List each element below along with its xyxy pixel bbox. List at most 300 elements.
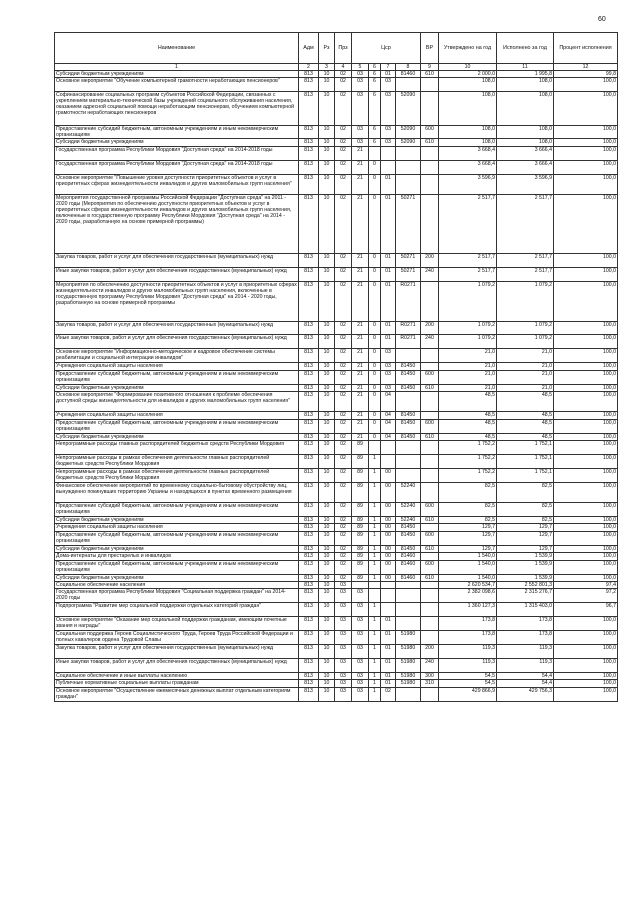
row-csr-event: 00	[381, 553, 396, 560]
row-percent: 100,0	[554, 384, 618, 391]
row-vr: 600	[421, 531, 439, 545]
row-csr-subprogram: 1	[369, 574, 381, 581]
row-csr-event: 01	[381, 195, 396, 254]
row-prz: 02	[335, 433, 352, 440]
row-csr-event: 03	[381, 349, 396, 363]
row-approved: 82,5	[439, 503, 497, 517]
row-prz: 02	[335, 384, 352, 391]
row-adm: 813	[299, 672, 319, 679]
row-prz: 02	[335, 391, 352, 411]
row-vr	[421, 581, 439, 588]
row-approved: 48,5	[439, 419, 497, 433]
row-csr-direction	[396, 78, 421, 92]
row-csr-event: 00	[381, 468, 396, 482]
row-approved: 2 517,7	[439, 195, 497, 254]
row-csr-event: 01	[381, 281, 396, 321]
row-rz: 10	[319, 174, 335, 194]
row-rz: 10	[319, 267, 335, 281]
row-percent: 100,0	[554, 125, 618, 139]
row-adm: 813	[299, 631, 319, 645]
row-csr-direction: 81450	[396, 412, 421, 419]
row-csr-subprogram: 0	[369, 419, 381, 433]
row-csr-event: 03	[381, 384, 396, 391]
row-vr	[421, 174, 439, 194]
row-csr-direction: 81450	[396, 524, 421, 531]
table-row	[55, 680, 618, 687]
row-adm: 813	[299, 139, 319, 146]
row-vr: 200	[421, 254, 439, 268]
row-approved: 82,5	[439, 482, 497, 502]
row-csr-event: 01	[381, 617, 396, 631]
row-executed: 3 596,9	[497, 174, 554, 194]
row-executed: 1 079,2	[497, 281, 554, 321]
row-approved: 54,5	[439, 680, 497, 687]
table-row	[55, 672, 618, 679]
row-rz: 10	[319, 603, 335, 617]
row-csr-direction: 81450	[396, 433, 421, 440]
row-prz: 02	[335, 503, 352, 517]
row-executed: 54,4	[497, 672, 554, 679]
row-csr-direction	[396, 617, 421, 631]
row-percent: 100,0	[554, 531, 618, 545]
row-vr	[421, 482, 439, 502]
row-vr	[421, 524, 439, 531]
row-name: Субсидии бюджетным учреждениям	[55, 384, 299, 391]
row-adm: 813	[299, 553, 319, 560]
header-name: Наименование	[55, 33, 299, 64]
row-csr-direction: 50271	[396, 195, 421, 254]
row-prz: 02	[335, 370, 352, 384]
row-csr-event: 00	[381, 531, 396, 545]
row-prz: 03	[335, 680, 352, 687]
row-csr-program: 21	[352, 267, 369, 281]
header-csr: Цср	[352, 33, 421, 64]
row-rz: 10	[319, 503, 335, 517]
row-approved: 1 079,2	[439, 321, 497, 335]
row-name: Социальная поддержка Героев Социалистического Труда, Героев Труда Российской Федерации и полных кавалеров ордена Трудовой Славы	[55, 631, 299, 645]
table-row	[55, 281, 618, 321]
row-vr: 610	[421, 71, 439, 78]
row-csr-direction: 51980	[396, 631, 421, 645]
row-rz: 10	[319, 517, 335, 524]
table-row	[55, 174, 618, 194]
row-prz: 02	[335, 419, 352, 433]
row-approved: 108,0	[439, 125, 497, 139]
row-rz: 10	[319, 560, 335, 574]
row-approved: 119,3	[439, 658, 497, 672]
row-csr-event: 01	[381, 335, 396, 349]
row-executed: 21,0	[497, 384, 554, 391]
row-rz: 10	[319, 433, 335, 440]
col-number: 1	[55, 64, 299, 71]
row-adm: 813	[299, 281, 319, 321]
row-name: Непрограммные расходы в рамках обеспечения деятельности главных распорядителей бюджетных средств Республики Мордовия	[55, 468, 299, 482]
row-csr-program: 89	[352, 553, 369, 560]
row-csr-subprogram: 0	[369, 433, 381, 440]
row-rz: 10	[319, 658, 335, 672]
table-row	[55, 517, 618, 524]
row-name: Иные закупки товаров, работ и услуг для обеспечения государственных (муниципальных) нужд	[55, 658, 299, 672]
row-csr-program: 89	[352, 441, 369, 455]
table-row	[55, 139, 618, 146]
row-csr-program: 21	[352, 412, 369, 419]
row-csr-program: 03	[352, 139, 369, 146]
row-executed: 3 666,4	[497, 160, 554, 174]
row-csr-subprogram: 0	[369, 195, 381, 254]
row-csr-direction: R0271	[396, 335, 421, 349]
row-csr-subprogram: 6	[369, 125, 381, 139]
row-prz: 02	[335, 174, 352, 194]
row-csr-direction: 52240	[396, 517, 421, 524]
row-percent: 100,0	[554, 631, 618, 645]
row-adm: 813	[299, 370, 319, 384]
row-csr-program: 21	[352, 419, 369, 433]
row-csr-direction	[396, 146, 421, 160]
table-row	[55, 71, 618, 78]
row-percent: 100,0	[554, 254, 618, 268]
row-csr-direction: 51980	[396, 644, 421, 658]
col-number: 10	[439, 64, 497, 71]
row-csr-event: 00	[381, 574, 396, 581]
row-name: Субсидии бюджетным учреждениям	[55, 574, 299, 581]
table-row	[55, 195, 618, 254]
row-vr: 600	[421, 503, 439, 517]
row-adm: 813	[299, 433, 319, 440]
row-adm: 813	[299, 441, 319, 455]
row-csr-event: 00	[381, 517, 396, 524]
row-executed: 108,0	[497, 78, 554, 92]
row-percent: 100,0	[554, 92, 618, 125]
row-name: Основное мероприятие "Повышение уровня доступности приоритетных объектов и услуг в приоритетных сферах жизнедеятельности инвалидов и других маломобильных групп населения"	[55, 174, 299, 194]
row-csr-subprogram: 1	[369, 482, 381, 502]
row-vr	[421, 391, 439, 411]
row-name: Предоставление субсидий бюджетным, автономным учреждениям и иным некоммерческим организациям	[55, 560, 299, 574]
row-csr-program: 21	[352, 321, 369, 335]
row-executed: 1 079,2	[497, 335, 554, 349]
table-row	[55, 574, 618, 581]
row-vr	[421, 468, 439, 482]
row-percent: 100,0	[554, 482, 618, 502]
table-row	[55, 468, 618, 482]
row-executed: 1 539,9	[497, 560, 554, 574]
row-rz: 10	[319, 71, 335, 78]
row-vr	[421, 412, 439, 419]
table-row	[55, 687, 618, 701]
row-csr-event: 04	[381, 412, 396, 419]
row-csr-program: 89	[352, 531, 369, 545]
table-row	[55, 531, 618, 545]
row-adm: 813	[299, 574, 319, 581]
col-number: 6	[369, 64, 381, 71]
row-rz: 10	[319, 335, 335, 349]
row-adm: 813	[299, 349, 319, 363]
row-percent: 97,4	[554, 581, 618, 588]
row-percent: 100,0	[554, 363, 618, 370]
row-executed: 119,3	[497, 658, 554, 672]
row-percent: 99,8	[554, 71, 618, 78]
row-csr-program: 03	[352, 71, 369, 78]
row-adm: 813	[299, 503, 319, 517]
row-percent: 100,0	[554, 441, 618, 455]
row-percent: 100,0	[554, 391, 618, 411]
row-executed: 1 752,1	[497, 468, 554, 482]
table-row	[55, 146, 618, 160]
row-percent: 100,0	[554, 349, 618, 363]
row-adm: 813	[299, 524, 319, 531]
row-adm: 813	[299, 658, 319, 672]
row-approved: 108,0	[439, 92, 497, 125]
row-adm: 813	[299, 174, 319, 194]
col-number: 2	[299, 64, 319, 71]
header-prz: Прз	[335, 33, 352, 64]
header-rz: Рз	[319, 33, 335, 64]
row-csr-program: 21	[352, 254, 369, 268]
col-number: 11	[497, 64, 554, 71]
row-vr	[421, 553, 439, 560]
row-csr-program: 03	[352, 589, 369, 603]
row-percent: 100,0	[554, 672, 618, 679]
row-executed: 48,5	[497, 433, 554, 440]
row-name: Непрограммные расходы главных распорядителей бюджетных средств Республики Мордовия	[55, 441, 299, 455]
row-adm: 813	[299, 321, 319, 335]
row-csr-subprogram: 1	[369, 560, 381, 574]
row-name: Социальное обеспечение населения	[55, 581, 299, 588]
table-row	[55, 321, 618, 335]
row-adm: 813	[299, 267, 319, 281]
row-prz: 02	[335, 254, 352, 268]
row-csr-direction	[396, 454, 421, 468]
header-row	[55, 33, 618, 64]
row-csr-subprogram: 1	[369, 680, 381, 687]
row-csr-direction: 52090	[396, 139, 421, 146]
row-csr-program: 21	[352, 391, 369, 411]
row-name: Подпрограмма "Развитие мер социальной поддержки отдельных категорий граждан"	[55, 603, 299, 617]
row-vr: 300	[421, 672, 439, 679]
budget-report-table	[54, 32, 618, 702]
row-percent: 100,0	[554, 433, 618, 440]
row-csr-subprogram: 0	[369, 370, 381, 384]
row-name: Основное мероприятие "Информационно-методическое и кадровое обеспечение системы реабилитации и социальной интеграции инвалидов"	[55, 349, 299, 363]
row-executed: 2 517,7	[497, 195, 554, 254]
row-vr: 310	[421, 680, 439, 687]
row-csr-program: 89	[352, 454, 369, 468]
row-rz: 10	[319, 644, 335, 658]
row-approved: 54,5	[439, 672, 497, 679]
row-prz: 02	[335, 321, 352, 335]
row-rz: 10	[319, 321, 335, 335]
row-csr-program: 21	[352, 335, 369, 349]
row-csr-event: 01	[381, 631, 396, 645]
row-executed: 82,5	[497, 482, 554, 502]
table-row	[55, 503, 618, 517]
row-percent: 100,0	[554, 503, 618, 517]
row-vr	[421, 603, 439, 617]
table-row	[55, 160, 618, 174]
row-rz: 10	[319, 454, 335, 468]
row-approved: 2 382 098,6	[439, 589, 497, 603]
row-csr-event: 01	[381, 267, 396, 281]
row-approved: 173,8	[439, 631, 497, 645]
row-rz: 10	[319, 441, 335, 455]
row-prz: 02	[335, 412, 352, 419]
row-rz: 10	[319, 672, 335, 679]
row-rz: 10	[319, 254, 335, 268]
row-name: Субсидии бюджетным учреждениям	[55, 139, 299, 146]
row-csr-subprogram: 0	[369, 267, 381, 281]
row-percent: 100,0	[554, 419, 618, 433]
row-percent: 100,0	[554, 574, 618, 581]
row-prz: 02	[335, 349, 352, 363]
row-csr-direction: 81450	[396, 545, 421, 552]
table-row	[55, 391, 618, 411]
row-csr-program: 89	[352, 524, 369, 531]
row-executed: 1 079,2	[497, 321, 554, 335]
row-csr-subprogram: 1	[369, 503, 381, 517]
row-csr-program: 21	[352, 160, 369, 174]
row-adm: 813	[299, 160, 319, 174]
row-csr-direction: 81450	[396, 419, 421, 433]
row-name: Непрограммные расходы в рамках обеспечения деятельности главных распорядителей бюджетных средств Республики Мордовия	[55, 454, 299, 468]
row-prz: 03	[335, 658, 352, 672]
table-row	[55, 92, 618, 125]
row-rz: 10	[319, 468, 335, 482]
row-csr-program: 89	[352, 503, 369, 517]
row-csr-subprogram: 1	[369, 631, 381, 645]
row-approved: 1 079,2	[439, 335, 497, 349]
row-csr-program: 03	[352, 78, 369, 92]
row-prz: 03	[335, 631, 352, 645]
row-vr	[421, 78, 439, 92]
row-rz: 10	[319, 553, 335, 560]
row-csr-subprogram: 1	[369, 553, 381, 560]
row-prz: 02	[335, 267, 352, 281]
row-adm: 813	[299, 78, 319, 92]
row-adm: 813	[299, 391, 319, 411]
column-numbers-row	[55, 64, 618, 71]
row-executed: 21,0	[497, 363, 554, 370]
row-rz: 10	[319, 78, 335, 92]
row-csr-program: 03	[352, 680, 369, 687]
row-prz: 02	[335, 195, 352, 254]
table-row	[55, 581, 618, 588]
row-prz: 02	[335, 363, 352, 370]
row-name: Предоставление субсидий бюджетным, автономным учреждениям и иным некоммерческим организациям	[55, 370, 299, 384]
row-vr: 610	[421, 433, 439, 440]
row-adm: 813	[299, 454, 319, 468]
row-csr-subprogram	[369, 589, 381, 603]
row-adm: 813	[299, 195, 319, 254]
row-csr-direction	[396, 349, 421, 363]
row-executed: 48,5	[497, 391, 554, 411]
row-approved: 119,3	[439, 644, 497, 658]
row-name: Мероприятия государственной программы Российской Федерации "Доступная среда" на 2011 - 2020 годы (Мероприятия по обеспечению доступности приоритетных объектов и услуг в приоритетных сферах жизнедеятельности инвалидов и других маломобильных групп населения, включенные в государственную программу Республики Мордовия "Доступная среда" на 2014 - 2020 годы, разработанную на основе примерной программы)	[55, 195, 299, 254]
row-approved: 21,0	[439, 384, 497, 391]
row-prz: 02	[335, 574, 352, 581]
row-prz: 03	[335, 603, 352, 617]
row-csr-subprogram: 6	[369, 71, 381, 78]
row-rz: 10	[319, 391, 335, 411]
row-approved: 129,7	[439, 524, 497, 531]
row-csr-direction	[396, 687, 421, 701]
table-row	[55, 335, 618, 349]
table-row	[55, 125, 618, 139]
row-adm: 813	[299, 419, 319, 433]
table-row	[55, 589, 618, 603]
row-csr-direction	[396, 174, 421, 194]
row-percent: 100,0	[554, 321, 618, 335]
row-csr-subprogram: 0	[369, 254, 381, 268]
row-executed: 2 517,7	[497, 267, 554, 281]
row-csr-direction: 51980	[396, 680, 421, 687]
row-prz: 03	[335, 687, 352, 701]
row-vr: 600	[421, 370, 439, 384]
row-name: Государственная программа Республики Мордовия "Социальная поддержка граждан" на 2014-2020 годы	[55, 589, 299, 603]
table-row	[55, 560, 618, 574]
row-csr-program: 03	[352, 631, 369, 645]
row-csr-event: 01	[381, 658, 396, 672]
row-approved: 1 540,0	[439, 574, 497, 581]
row-vr: 610	[421, 517, 439, 524]
row-vr	[421, 349, 439, 363]
row-name: Субсидии бюджетным учреждениям	[55, 545, 299, 552]
row-csr-event: 04	[381, 391, 396, 411]
row-csr-program: 21	[352, 349, 369, 363]
row-csr-subprogram: 1	[369, 517, 381, 524]
row-percent: 100,0	[554, 644, 618, 658]
row-csr-event: 04	[381, 419, 396, 433]
row-percent: 100,0	[554, 545, 618, 552]
row-csr-subprogram: 1	[369, 672, 381, 679]
row-approved: 48,5	[439, 391, 497, 411]
row-prz: 02	[335, 553, 352, 560]
row-executed: 119,3	[497, 644, 554, 658]
row-approved: 108,0	[439, 139, 497, 146]
table-row	[55, 419, 618, 433]
row-csr-event: 01	[381, 672, 396, 679]
table-row	[55, 658, 618, 672]
row-rz: 10	[319, 363, 335, 370]
row-approved: 82,5	[439, 517, 497, 524]
row-prz: 02	[335, 560, 352, 574]
row-rz: 10	[319, 370, 335, 384]
row-percent: 100,0	[554, 195, 618, 254]
row-rz: 10	[319, 617, 335, 631]
row-vr	[421, 146, 439, 160]
row-adm: 813	[299, 412, 319, 419]
row-csr-event: 00	[381, 524, 396, 531]
row-approved: 21,0	[439, 363, 497, 370]
row-name: Публичные нормативные социальные выплаты гражданам	[55, 680, 299, 687]
row-percent: 97,2	[554, 589, 618, 603]
row-vr: 610	[421, 574, 439, 581]
row-adm: 813	[299, 589, 319, 603]
row-csr-program: 03	[352, 125, 369, 139]
row-adm: 813	[299, 468, 319, 482]
row-adm: 813	[299, 254, 319, 268]
row-percent: 100,0	[554, 139, 618, 146]
row-executed: 21,0	[497, 370, 554, 384]
row-csr-direction	[396, 391, 421, 411]
table-row	[55, 370, 618, 384]
row-percent: 100,0	[554, 524, 618, 531]
row-prz: 03	[335, 617, 352, 631]
header-vr: ВР	[421, 33, 439, 64]
table-row	[55, 631, 618, 645]
row-prz: 03	[335, 644, 352, 658]
report-body	[55, 71, 618, 702]
row-csr-program: 89	[352, 482, 369, 502]
row-csr-subprogram: 0	[369, 391, 381, 411]
